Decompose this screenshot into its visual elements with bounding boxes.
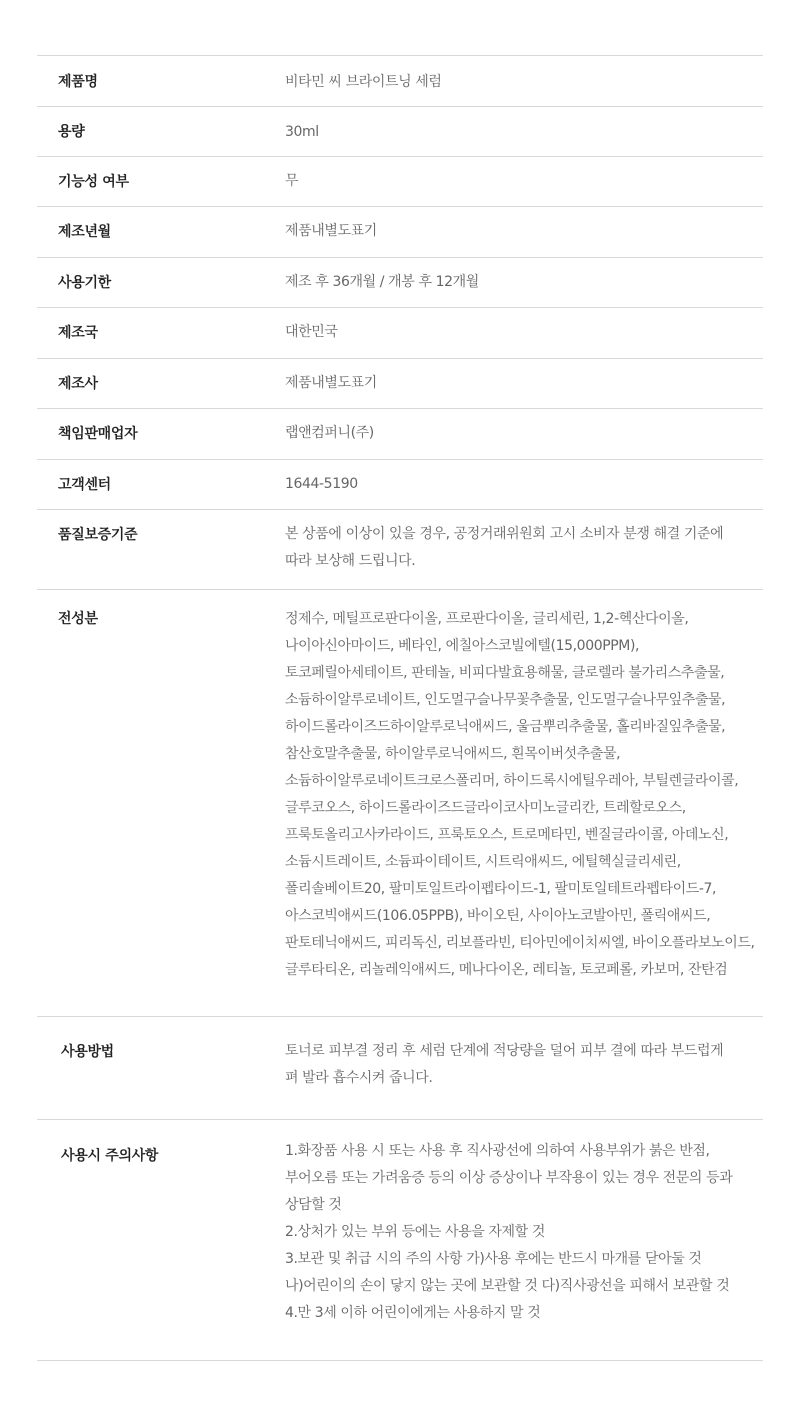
text-line: 본 상품에 이상이 있을 경우, 공정거래위원회 고시 소비자 분쟁 해결 기준에 [285,526,724,542]
text-line: 나)어린이의 손이 닿지 않는 곳에 보관할 것 다)직사광선을 피해서 보관할 것 [285,1278,730,1294]
row-value: 제조 후 36개월 / 개봉 후 12개월 [285,274,479,290]
row-label: 제품명 [58,74,98,90]
row-value: 30ml [285,124,319,140]
product-info-table [37,55,763,1361]
text-line: 토코페릴아세테이트, 판테놀, 비피다발효용해물, 클로렐라 불가리스추출물, [285,665,725,681]
row-label: 책임판매업자 [58,426,138,442]
row-value: 랩앤컴퍼니(주) [285,425,374,441]
row-label: 사용기한 [58,275,111,291]
info-row-caution [37,1120,763,1361]
text-line: 프룩토올리고사카라이드, 프룩토오스, 트로메타민, 벤질글라이콜, 아데노신, [285,827,729,843]
row-label: 고객센터 [58,477,111,493]
info-row-manufacture-date [37,207,763,258]
info-row-usage [37,1017,763,1120]
info-row-quality-standard [37,510,763,590]
row-value: 대한민국 [285,324,338,340]
info-row-ingredients [37,590,763,1017]
row-label: 용량 [58,124,85,140]
row-label: 기능성 여부 [58,174,129,190]
text-line: 하이드롤라이즈드하이알루로닉애씨드, 울금뿌리추출물, 홀리바질잎추출물, [285,719,726,735]
text-line: 펴 발라 흡수시켜 줍니다. [285,1070,433,1086]
row-value [285,521,763,575]
row-value: 1644-5190 [285,476,358,492]
text-line: 2.상처가 있는 부위 등에는 사용을 자제할 것 [285,1224,545,1240]
text-line: 소듐시트레이트, 소듐파이테이트, 시트릭애씨드, 에틸헥실글리세린, [285,854,681,870]
text-line: 글루코오스, 하이드롤라이즈드글라이코사미노글리칸, 트레할로오스, [285,800,686,816]
row-value: 제품내별도표기 [285,223,377,239]
row-label: 품질보증기준 [58,527,138,543]
row-value: 무 [285,173,299,189]
info-row-customer-center [37,460,763,510]
row-label: 사용시 주의사항 [61,1148,159,1164]
text-line: 소듐하이알루로네이트, 인도멀구슬나무꽃추출물, 인도멀구슬나무잎추출물, [285,692,726,708]
row-value [285,1038,763,1092]
info-row-volume [37,107,763,157]
text-line: 상담할 것 [285,1197,342,1213]
text-line: 4.만 3세 이하 어린이에게는 사용하지 말 것 [285,1305,541,1321]
row-label: 제조년월 [58,224,111,240]
caution-list [285,1138,763,1327]
info-row-distributor [37,409,763,460]
ingredients-list [285,606,763,984]
row-label: 전성분 [58,611,98,627]
text-line: 아스코빅애씨드(106.05PPB), 바이오틴, 사이아노코발아민, 폴릭애씨드, [285,908,711,924]
info-row-expiry [37,258,763,308]
text-line: 판토테닉애씨드, 피리독신, 리보플라빈, 티아민에이치씨엘, 바이오플라보노이드, [285,935,755,951]
row-label: 제조국 [58,325,98,341]
text-line: 정제수, 메틸프로판다이올, 프로판다이올, 글리세린, 1,2-헥산다이올, [285,611,689,627]
row-label: 사용방법 [61,1044,114,1060]
info-row-product-name [37,56,763,107]
row-label: 제조사 [58,376,98,392]
row-value: 비타민 씨 브라이트닝 세럼 [285,74,442,90]
info-row-functional [37,157,763,207]
text-line: 1.화장품 사용 시 또는 사용 후 직사광선에 의하여 사용부위가 붉은 반점, [285,1143,710,1159]
row-value: 제품내별도표기 [285,375,377,391]
text-line: 폴리솔베이트20, 팔미토일트라이펩타이드-1, 팔미토일테트라펩타이드-7, [285,881,717,897]
text-line: 토너로 피부결 정리 후 세럼 단계에 적당량을 덜어 피부 결에 따라 부드럽게 [285,1043,724,1059]
text-line: 소듐하이알루로네이트크로스폴리머, 하이드록시에틸우레아, 부틸렌글라이콜, [285,773,739,789]
text-line: 글루타티온, 리놀레익애씨드, 메나다이온, 레티놀, 토코페롤, 카보머, 잔탄검 [285,962,728,978]
text-line: 나이아신아마이드, 베타인, 에칠아스코빌에텔(15,000PPM), [285,638,640,654]
text-line: 부어오름 또는 가려움증 등의 이상 증상이나 부작용이 있는 경우 전문의 등과 [285,1170,733,1186]
text-line: 참산호말추출물, 하이알루로닉애씨드, 흰목이버섯추출물, [285,746,621,762]
text-line: 따라 보상해 드립니다. [285,553,416,569]
info-row-country [37,308,763,359]
info-row-manufacturer [37,359,763,409]
text-line: 3.보관 및 취급 시의 주의 사항 가)사용 후에는 반드시 마개를 닫아둘 것 [285,1251,702,1267]
